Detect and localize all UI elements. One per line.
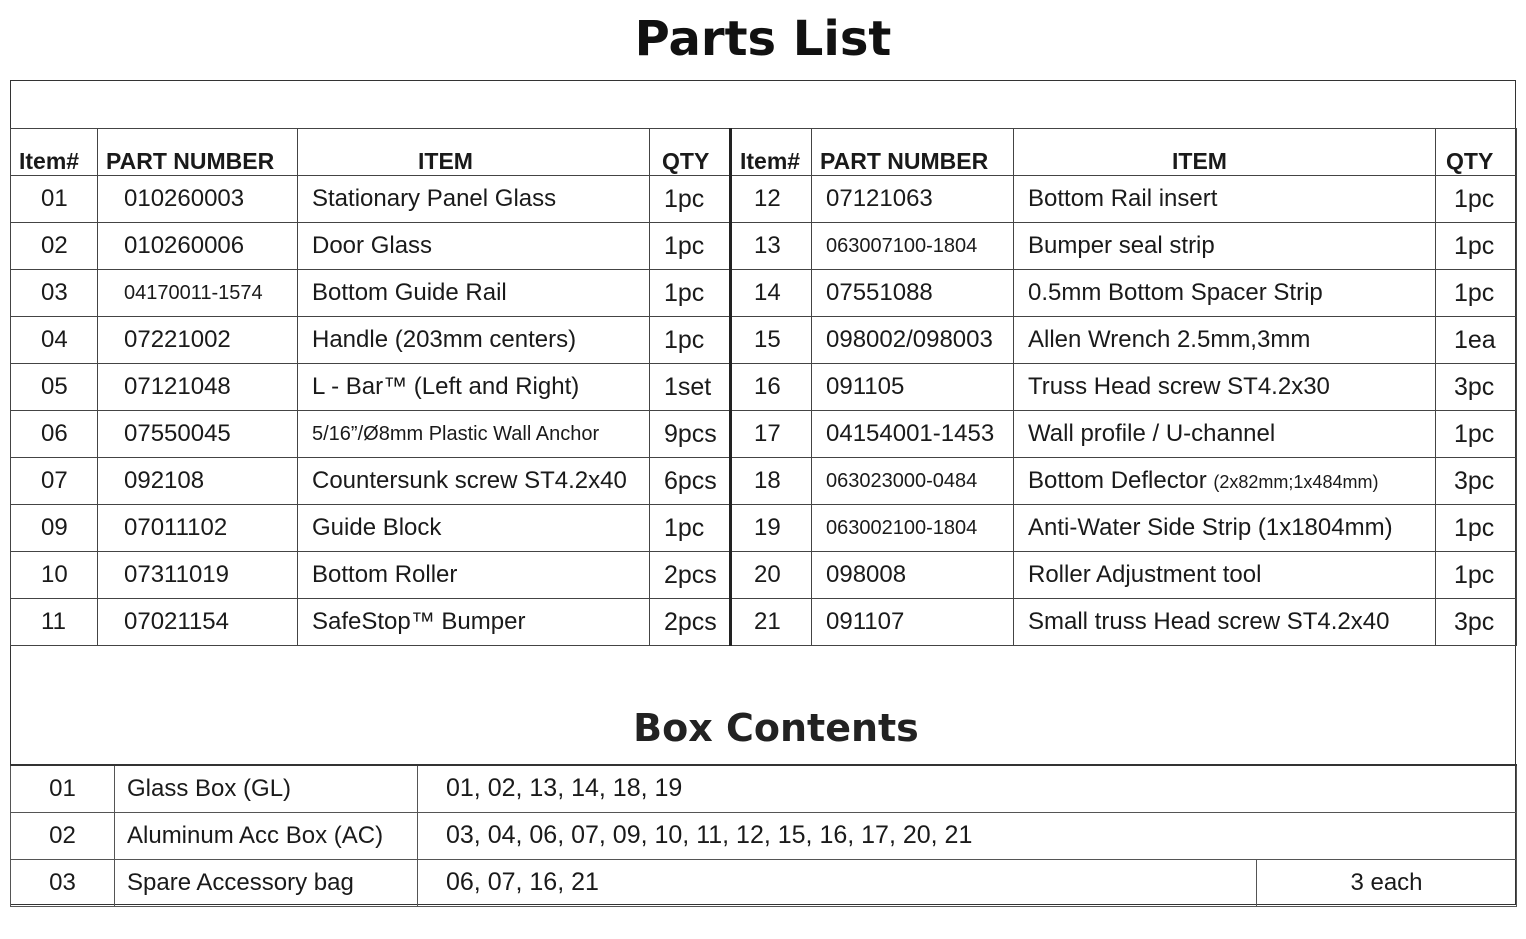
item-description: Bottom Guide Rail [298,270,650,317]
item-description: Small truss Head screw ST4.2x40 [1014,599,1436,646]
item-number: 21 [731,599,812,646]
item-qty: 1pc [650,270,731,317]
item-number: 02 [11,223,98,270]
part-number: 07121063 [812,176,1014,223]
box-number: 02 [11,812,115,859]
part-number: 04154001-1453 [812,411,1014,458]
item-description: Bottom Roller [298,552,650,599]
item-qty: 2pcs [650,599,731,646]
parts-row [11,599,1517,646]
item-description: 0.5mm Bottom Spacer Strip [1014,270,1436,317]
item-number: 14 [731,270,812,317]
item-number: 11 [11,599,98,646]
header-item-number-left: Item# [11,129,98,176]
box-row [11,765,1517,812]
parts-table [10,128,1517,646]
page-title: Parts List [634,11,892,67]
item-number: 05 [11,364,98,411]
part-number: 098008 [812,552,1014,599]
item-description: Stationary Panel Glass [298,176,650,223]
parts-table-header [11,129,1517,176]
box-number: 01 [11,765,115,812]
parts-row [11,364,1517,411]
part-number: 091105 [812,364,1014,411]
part-number: 010260006 [98,223,298,270]
item-description: Anti-Water Side Strip (1x1804mm) [1014,505,1436,552]
item-qty: 6pcs [650,458,731,505]
item-qty: 1pc [1436,176,1517,223]
item-number: 16 [731,364,812,411]
box-contents-title: Box Contents [633,706,919,750]
box-items: 03, 04, 06, 07, 09, 10, 11, 12, 15, 16, 17, 20, 21 [418,812,1517,859]
parts-row [11,552,1517,599]
item-qty: 3pc [1436,364,1517,411]
header-qty-right: QTY [1436,129,1517,176]
box-name: Glass Box (GL) [115,765,418,812]
header-qty-left: QTY [650,129,731,176]
item-qty: 1pc [1436,270,1517,317]
header-part-number-left: PART NUMBER [98,129,298,176]
item-number: 18 [731,458,812,505]
item-qty: 3pc [1436,458,1517,505]
box-number: 03 [11,859,115,906]
item-number: 09 [11,505,98,552]
parts-row [11,223,1517,270]
item-number: 17 [731,411,812,458]
header-item-number-right: Item# [731,129,812,176]
item-number: 12 [731,176,812,223]
item-description: Roller Adjustment tool [1014,552,1436,599]
box-note: 3 each [1257,859,1517,906]
parts-row [11,505,1517,552]
part-number: 07550045 [98,411,298,458]
item-description: Truss Head screw ST4.2x30 [1014,364,1436,411]
box-items: 01, 02, 13, 14, 18, 19 [418,765,1517,812]
parts-row [11,176,1517,223]
part-number: 063023000-0484 [812,458,1014,505]
item-number: 06 [11,411,98,458]
part-number: 07021154 [98,599,298,646]
parts-row [11,317,1517,364]
part-number: 07221002 [98,317,298,364]
item-qty: 1pc [650,505,731,552]
item-number: 15 [731,317,812,364]
part-number: 091107 [812,599,1014,646]
parts-row [11,411,1517,458]
parts-row [11,270,1517,317]
item-description: Bottom Rail insert [1014,176,1436,223]
item-description-note: (2x82mm;1x484mm) [1213,472,1379,492]
item-number: 03 [11,270,98,317]
item-description: Allen Wrench 2.5mm,3mm [1014,317,1436,364]
item-qty: 1pc [1436,552,1517,599]
item-number: 20 [731,552,812,599]
item-qty: 3pc [1436,599,1517,646]
item-qty: 1pc [1436,411,1517,458]
item-qty: 1pc [650,176,731,223]
item-number: 07 [11,458,98,505]
box-contents-table [10,764,1517,907]
part-number: 063002100-1804 [812,505,1014,552]
box-items: 06, 07, 16, 21 [418,859,1257,906]
item-number: 13 [731,223,812,270]
box-name: Aluminum Acc Box (AC) [115,812,418,859]
header-item-left: ITEM [298,129,650,176]
box-name: Spare Accessory bag [115,859,418,906]
item-number: 04 [11,317,98,364]
item-qty: 9pcs [650,411,731,458]
item-qty: 1set [650,364,731,411]
header-item-right: ITEM [1014,129,1436,176]
item-qty: 1pc [650,223,731,270]
item-description: 5/16”/Ø8mm Plastic Wall Anchor [298,411,650,458]
part-number: 07011102 [98,505,298,552]
box-row [11,859,1517,906]
item-number: 10 [11,552,98,599]
part-number: 04170011-1574 [98,270,298,317]
item-description: L - Bar™ (Left and Right) [298,364,650,411]
item-description: Door Glass [298,223,650,270]
item-description: Bumper seal strip [1014,223,1436,270]
item-description [1014,458,1436,505]
box-row [11,812,1517,859]
part-number: 07121048 [98,364,298,411]
item-qty: 2pcs [650,552,731,599]
item-number: 19 [731,505,812,552]
parts-row [11,458,1517,505]
part-number: 092108 [98,458,298,505]
item-number: 01 [11,176,98,223]
item-qty: 1pc [650,317,731,364]
item-qty: 1pc [1436,223,1517,270]
part-number: 07551088 [812,270,1014,317]
item-description: Countersunk screw ST4.2x40 [298,458,650,505]
part-number: 063007100-1804 [812,223,1014,270]
item-description: Guide Block [298,505,650,552]
item-qty: 1pc [1436,505,1517,552]
part-number: 098002/098003 [812,317,1014,364]
item-description: SafeStop™ Bumper [298,599,650,646]
item-description-main: Bottom Deflector [1028,467,1207,494]
part-number: 010260003 [98,176,298,223]
part-number: 07311019 [98,552,298,599]
item-description: Handle (203mm centers) [298,317,650,364]
item-description: Wall profile / U-channel [1014,411,1436,458]
item-qty: 1ea [1436,317,1517,364]
header-part-number-right: PART NUMBER [812,129,1014,176]
